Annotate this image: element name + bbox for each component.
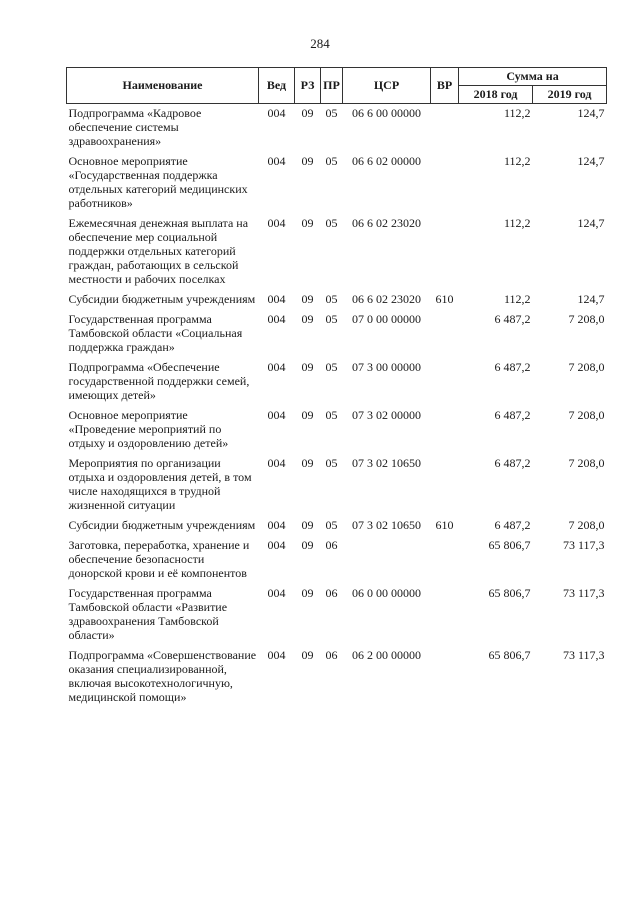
row-sum-2019: 124,7 [577,292,605,306]
row-pr: 05 [325,216,338,230]
row-name: Мероприятия по организации отдыха и оздоровления детей, в том числе находящихся в трудной жизненной ситуации [68,456,252,512]
row-rz: 09 [301,216,314,230]
table-row [67,152,607,214]
row-ved: 004 [267,538,286,552]
header-rz: РЗ [295,68,321,104]
row-pr: 05 [325,408,338,422]
header-name: Наименование [67,68,259,104]
row-sum-2019: 7 208,0 [568,518,605,532]
header-row-1 [67,68,607,86]
table-body [67,104,607,709]
row-rz: 09 [301,648,314,662]
row-csr: 07 3 02 00000 [352,408,421,422]
row-vr: 610 [435,518,454,532]
table-row [67,516,607,536]
row-name: Подпрограмма «Обеспечение государственной поддержки семей, имеющих детей» [68,360,250,402]
row-vr [431,310,459,358]
row-name: Субсидии бюджетным учреждениям [68,292,256,306]
row-sum-2019: 124,7 [577,106,605,120]
row-csr: 06 6 02 23020 [352,292,421,306]
row-ved: 004 [267,154,286,168]
row-pr: 05 [325,518,338,532]
row-sum-2019: 73 117,3 [562,648,605,662]
row-sum-2018: 65 806,7 [488,648,531,662]
row-rz: 09 [301,312,314,326]
row-sum-2018: 112,2 [503,154,531,168]
table-row [67,214,607,290]
header-year-2019: 2019 год [533,86,607,104]
header-csr: ЦСР [343,68,431,104]
row-csr: 06 6 02 00000 [352,154,421,168]
row-rz: 09 [301,154,314,168]
budget-table [66,67,607,708]
table-row [67,358,607,406]
page-number: 284 [310,36,330,51]
row-ved: 004 [267,360,286,374]
table-row [67,406,607,454]
row-ved: 004 [267,586,286,600]
row-name: Государственная программа Тамбовской области «Социальная поддержка граждан» [68,312,243,354]
row-rz: 09 [301,360,314,374]
row-csr [343,536,431,584]
row-ved: 004 [267,312,286,326]
row-csr: 06 0 00 00000 [352,586,421,600]
row-vr [431,104,459,153]
table-row [67,104,607,153]
row-sum-2019: 73 117,3 [562,586,605,600]
row-name: Подпрограмма «Совершенствование оказания специализированной, включая высокотехнологичную, медицинской помощи» [68,648,257,704]
row-sum-2019: 7 208,0 [568,312,605,326]
row-rz: 09 [301,292,314,306]
table-row [67,310,607,358]
row-vr [431,584,459,646]
header-vr: ВР [431,68,459,104]
row-vr [431,358,459,406]
row-name: Заготовка, переработка, хранение и обеспечение безопасности донорской крови и её компонентов [68,538,250,580]
row-vr: 610 [435,292,454,306]
row-pr: 05 [325,154,338,168]
row-sum-2018: 6 487,2 [494,408,531,422]
row-csr: 07 3 02 10650 [352,456,421,470]
row-rz: 09 [301,538,314,552]
row-rz: 09 [301,456,314,470]
row-rz: 09 [301,518,314,532]
row-ved: 004 [267,456,286,470]
row-sum-2019: 7 208,0 [568,408,605,422]
row-sum-2018: 112,2 [503,216,531,230]
row-vr [431,536,459,584]
row-ved: 004 [267,648,286,662]
row-name: Субсидии бюджетным учреждениям [68,518,256,532]
row-rz: 09 [301,408,314,422]
row-pr: 05 [325,312,338,326]
header-ved: Вед [259,68,295,104]
row-name: Основное мероприятие «Государственная поддержка отдельных категорий медицинских работников» [68,154,248,210]
row-ved: 004 [267,408,286,422]
row-vr [431,152,459,214]
row-csr: 07 0 00 00000 [352,312,421,326]
header-pr: ПР [321,68,343,104]
row-vr [431,646,459,708]
row-vr [431,406,459,454]
row-csr: 06 6 02 23020 [352,216,421,230]
row-csr: 07 3 00 00000 [352,360,421,374]
row-ved: 004 [267,292,286,306]
row-name: Основное мероприятие «Проведение мероприятий по отдыху и оздоровлению детей» [68,408,229,450]
row-pr: 06 [325,538,338,552]
table-row [67,646,607,708]
table-row [67,584,607,646]
row-sum-2018: 6 487,2 [494,518,531,532]
row-name: Государственная программа Тамбовской области «Развитие здравоохранения Тамбовской области» [68,586,228,642]
row-pr: 05 [325,106,338,120]
header-year-2018: 2018 год [459,86,533,104]
row-pr: 05 [325,456,338,470]
row-sum-2018: 65 806,7 [488,538,531,552]
row-name: Ежемесячная денежная выплата на обеспечение мер социальной поддержки отдельных категорий граждан, работающих в сельской местности и рабочих поселках [68,216,249,286]
table-row [67,536,607,584]
row-csr: 06 6 00 00000 [352,106,421,120]
row-sum-2019: 124,7 [577,154,605,168]
row-ved: 004 [267,216,286,230]
row-sum-2018: 6 487,2 [494,312,531,326]
row-vr [431,454,459,516]
row-rz: 09 [301,586,314,600]
row-vr [431,214,459,290]
header-sum-group: Сумма на [459,68,607,86]
row-sum-2019: 124,7 [577,216,605,230]
row-sum-2019: 7 208,0 [568,360,605,374]
row-csr: 06 2 00 00000 [352,648,421,662]
row-sum-2019: 73 117,3 [562,538,605,552]
row-pr: 06 [325,586,338,600]
table-row [67,290,607,310]
row-pr: 05 [325,360,338,374]
row-sum-2018: 6 487,2 [494,360,531,374]
table-row [67,454,607,516]
row-pr: 06 [325,648,338,662]
row-ved: 004 [267,518,286,532]
row-sum-2018: 65 806,7 [488,586,531,600]
row-pr: 05 [325,292,338,306]
row-sum-2018: 112,2 [503,106,531,120]
row-name: Подпрограмма «Кадровое обеспечение системы здравоохранения» [68,106,202,148]
row-ved: 004 [267,106,286,120]
row-sum-2018: 6 487,2 [494,456,531,470]
row-rz: 09 [301,106,314,120]
row-sum-2019: 7 208,0 [568,456,605,470]
row-csr: 07 3 02 10650 [352,518,421,532]
row-sum-2018: 112,2 [503,292,531,306]
